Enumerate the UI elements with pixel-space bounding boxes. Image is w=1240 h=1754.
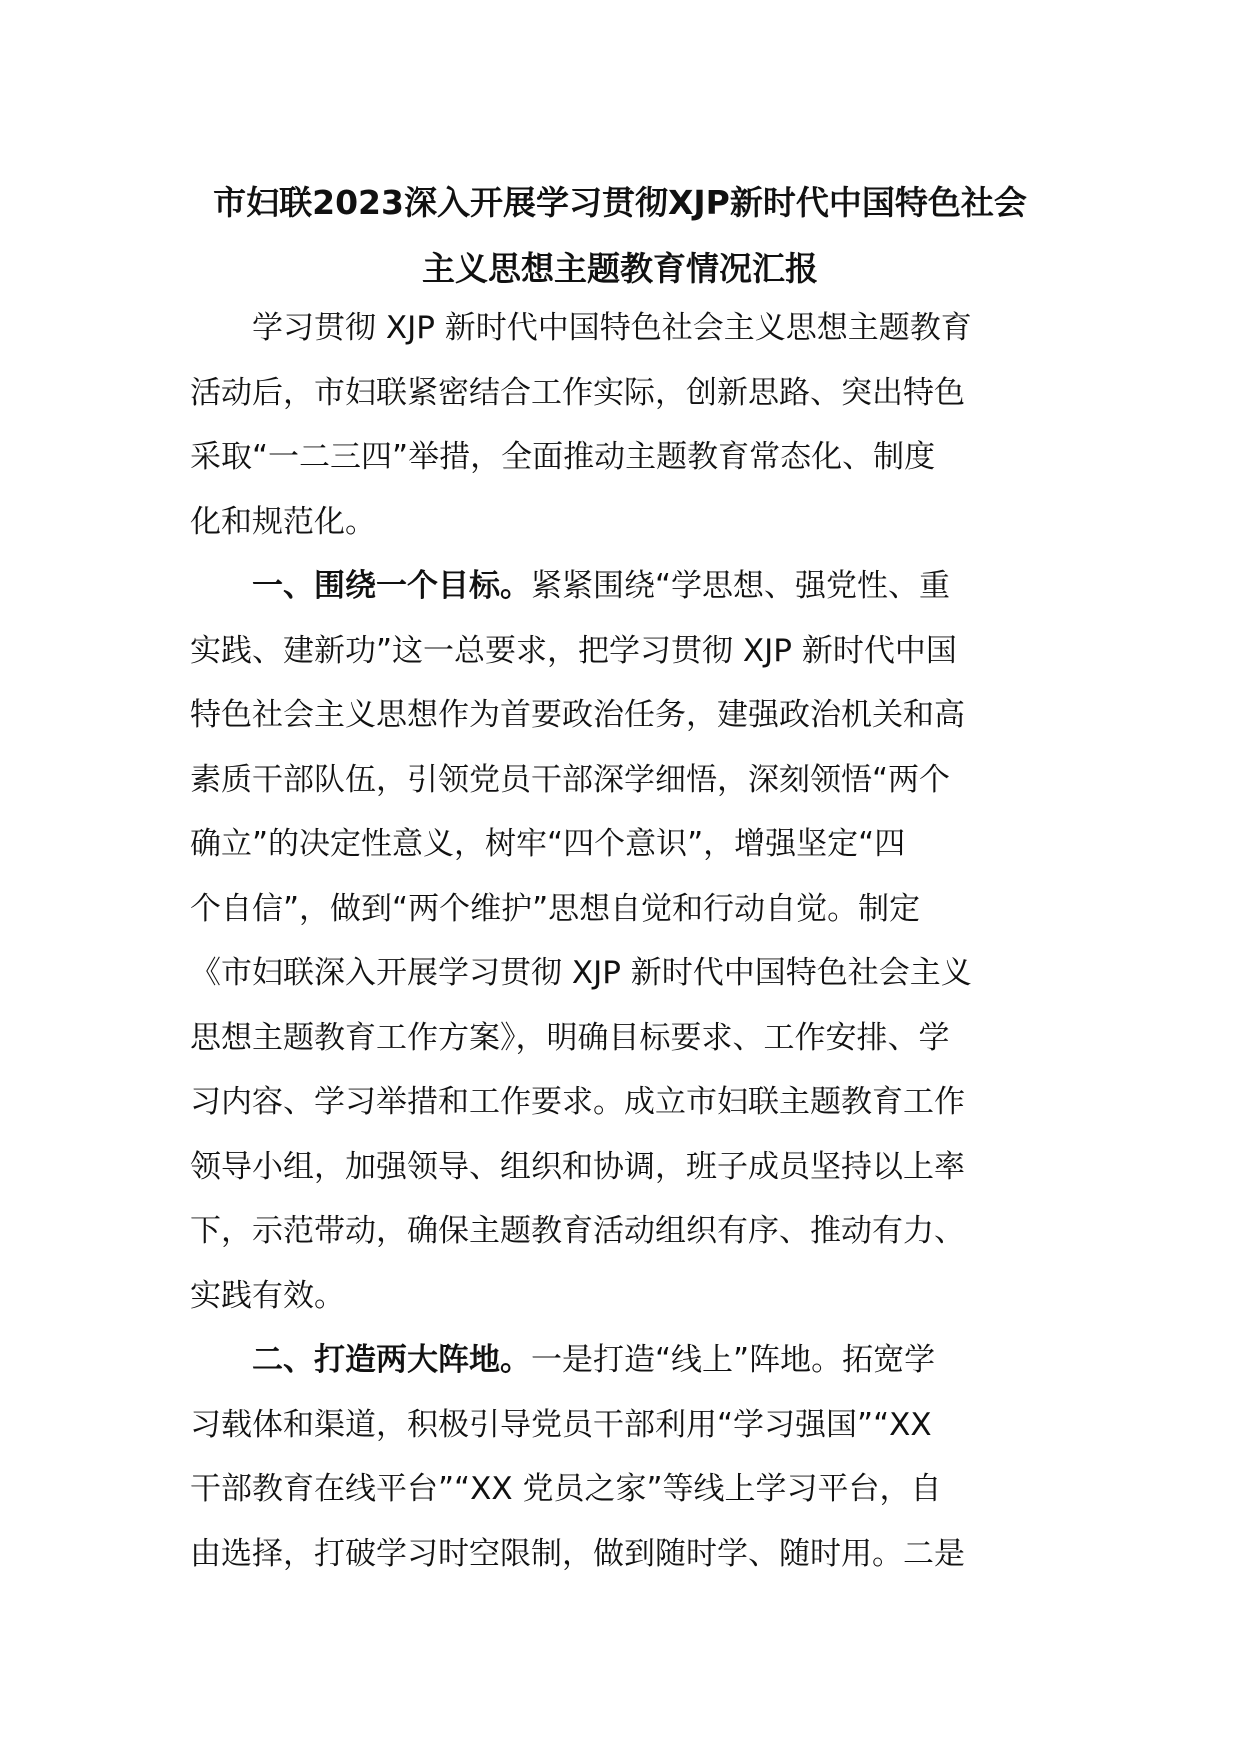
paragraph-line: 下，示范带动，确保主题教育活动组织有序、推动有力、 (190, 1213, 965, 1249)
paragraph-line: 习载体和渠道，积极引导党员干部利用“学习强国”“XX (190, 1406, 932, 1443)
section-heading: 一、围绕一个目标。 (252, 568, 531, 604)
paragraph-line: 领导小组，加强领导、组织和协调，班子成员坚持以上率 (190, 1148, 965, 1185)
paragraph-line: 特色社会主义思想作为首要政治任务，建强政治机关和高 (190, 697, 965, 733)
paragraph-line: 素质干部队伍，引领党员干部深学细悟，深刻领悟“两个 (190, 761, 951, 798)
paragraph-line: 采取“一二三四”举措，全面推动主题教育常态化、制度 (190, 439, 936, 475)
paragraph-line: 活动后，市妇联紧密结合工作实际，创新思路、突出特色 (190, 374, 965, 411)
paragraph-text: 紧紧围绕“学思想、强党性、重 (531, 568, 951, 604)
title-line-1: 市妇联2023深入开展学习贯彻XJP新时代中国特色社会 (213, 183, 1027, 222)
paragraph-text: 一是打造“线上”阵地。拓宽学 (531, 1342, 936, 1378)
title-line-2: 主义思想主题教育情况汇报 (422, 249, 818, 288)
paragraph-line: 学习贯彻 XJP 新时代中国特色社会主义思想主题教育 (252, 310, 972, 346)
paragraph-line: 实践、建新功”这一总要求，把学习贯彻 XJP 新时代中国 (190, 632, 957, 669)
paragraph-line: 《市妇联深入开展学习贯彻 XJP 新时代中国特色社会主义 (190, 955, 972, 991)
paragraph-section-1 (190, 554, 1055, 1328)
paragraph-line: 实践有效。 (190, 1277, 345, 1314)
paragraph-line: 个自信”，做到“两个维护”思想自觉和行动自觉。制定 (190, 890, 921, 927)
paragraph-line: 思想主题教育工作方案》，明确目标要求、工作安排、学 (190, 1019, 950, 1056)
paragraph-line: 化和规范化。 (190, 503, 376, 540)
paragraph-line: 确立”的决定性意义，树牢“四个意识”，增强坚定“四 (190, 826, 906, 862)
paragraph-section-2 (190, 1328, 1055, 1586)
paragraph-line: 习内容、学习举措和工作要求。成立市妇联主题教育工作 (190, 1084, 965, 1120)
paragraph-first-line (190, 1328, 1055, 1393)
document-title (150, 170, 1090, 302)
paragraph-line: 干部教育在线平台”“XX 党员之家”等线上学习平台，自 (190, 1471, 942, 1507)
document-body (190, 296, 1055, 1586)
paragraph-intro (190, 296, 1055, 554)
section-heading: 二、打造两大阵地。 (252, 1342, 531, 1378)
paragraph-first-line (190, 554, 1055, 619)
paragraph-line: 由选择，打破学习时空限制，做到随时学、随时用。二是 (190, 1535, 965, 1572)
